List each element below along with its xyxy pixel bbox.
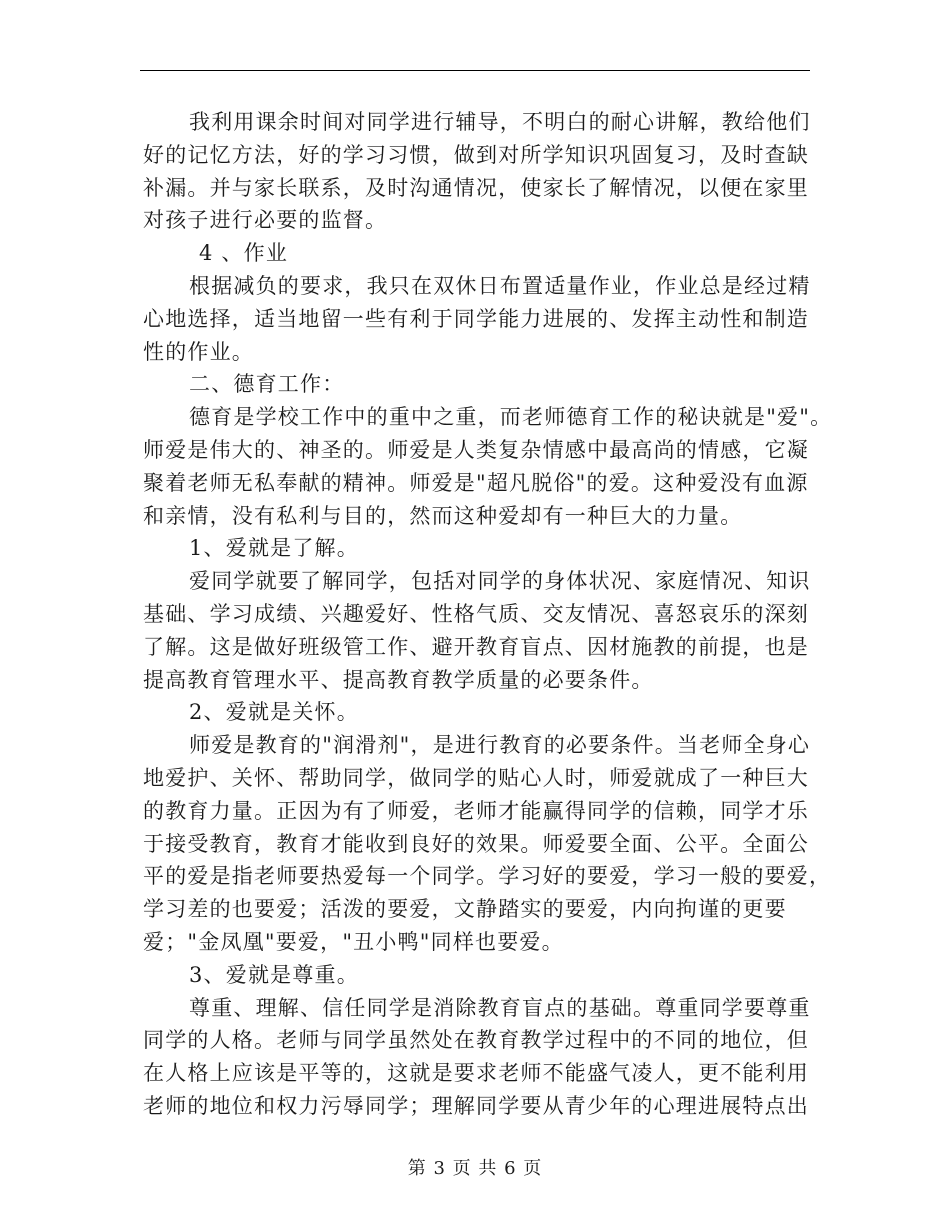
paragraph-line: 和亲情，没有私利与目的，然而这种爱却有一种巨大的力量。 [143,503,743,528]
paragraph-line: 性的作业。 [143,339,254,364]
paragraph-line: 我利用课余时间对同学进行辅导，不明白的耐心讲解，教给他们 [189,110,811,134]
paragraph-line: 对孩子进行必要的监督。 [143,208,388,233]
paragraph-line: 补漏。并与家长联系，及时沟通情况，使家长了解情况，以便在家里 [143,175,809,200]
paragraph-line: 师爱是伟大的、神圣的。师爱是人类复杂情感中最高尚的情感，它凝 [143,437,809,462]
paragraph-line: 心地选择，适当地留一些有利于同学能力进展的、发挥主动性和制造 [143,306,809,331]
paragraph-line: 提高教育管理水平、提高教育教学质量的必要条件。 [143,667,654,692]
paragraph-line: 爱同学就要了解同学，包括对同学的身体状况、家庭情况、知识 [189,569,811,594]
paragraph-line: 同学的人格。老师与同学虽然处在教育教学过程中的不同的地位，但 [143,1028,809,1053]
paragraph-line: 爱；"金凤凰"要爱，"丑小鸭"同样也要爱。 [143,929,564,954]
paragraph-line: 在人格上应该是平等的，这就是要求老师不能盛气凌人，更不能利用 [143,1061,809,1086]
paragraph-line: 于接受教育，教育才能收到良好的效果。师爱要全面、公平。全面公 [143,831,809,856]
section-heading: 2、爱就是关怀。 [189,700,359,725]
paragraph-line: 的教育力量。正因为有了师爱，老师才能赢得同学的信赖，同学才乐 [143,798,809,823]
section-heading: 二、德育工作： [189,372,345,397]
paragraph-line: 聚着老师无私奉献的精神。师爱是"超凡脱俗"的爱。这种爱没有血源 [143,470,809,495]
section-heading: 1、爱就是了解。 [189,536,359,561]
document-body [143,106,833,1123]
paragraph-line: 根据减负的要求，我只在双休日布置适量作业，作业总是经过精 [189,273,811,298]
paragraph-line: 学习差的也要爱；活泼的要爱，文静踏实的要爱，内向拘谨的更要 [143,897,787,922]
section-heading: 4 、作业 [199,241,289,266]
paragraph-line: 德育是学校工作中的重中之重，而老师德育工作的秘诀就是"爱"。 [189,405,833,430]
paragraph-line: 地爱护、关怀、帮助同学，做同学的贴心人时，师爱就成了一种巨大 [143,765,809,790]
header-rule [140,70,810,71]
page-number: 第 3 页 共 6 页 [407,1158,543,1179]
paragraph-line: 老师的地位和权力污辱同学；理解同学要从青少年的心理进展特点出 [143,1093,809,1118]
paragraph-line: 基础、学习成绩、兴趣爱好、性格气质、交友情况、喜怒哀乐的深刻 [143,601,809,626]
paragraph-line: 师爱是教育的"润滑剂"，是进行教育的必要条件。当老师全身心 [189,733,811,758]
section-heading: 3、爱就是尊重。 [189,962,359,987]
paragraph-line: 了解。这是做好班级管工作、避开教育盲点、因材施教的前提，也是 [143,634,809,659]
paragraph-line: 好的记忆方法，好的学习习惯，做到对所学知识巩固复习，及时查缺 [143,142,809,167]
paragraph-line: 平的爱是指老师要热爱每一个同学。学习好的要爱，学习一般的要爱， [143,864,832,889]
paragraph-line: 尊重、理解、信任同学是消除教育盲点的基础。尊重同学要尊重 [189,995,811,1020]
